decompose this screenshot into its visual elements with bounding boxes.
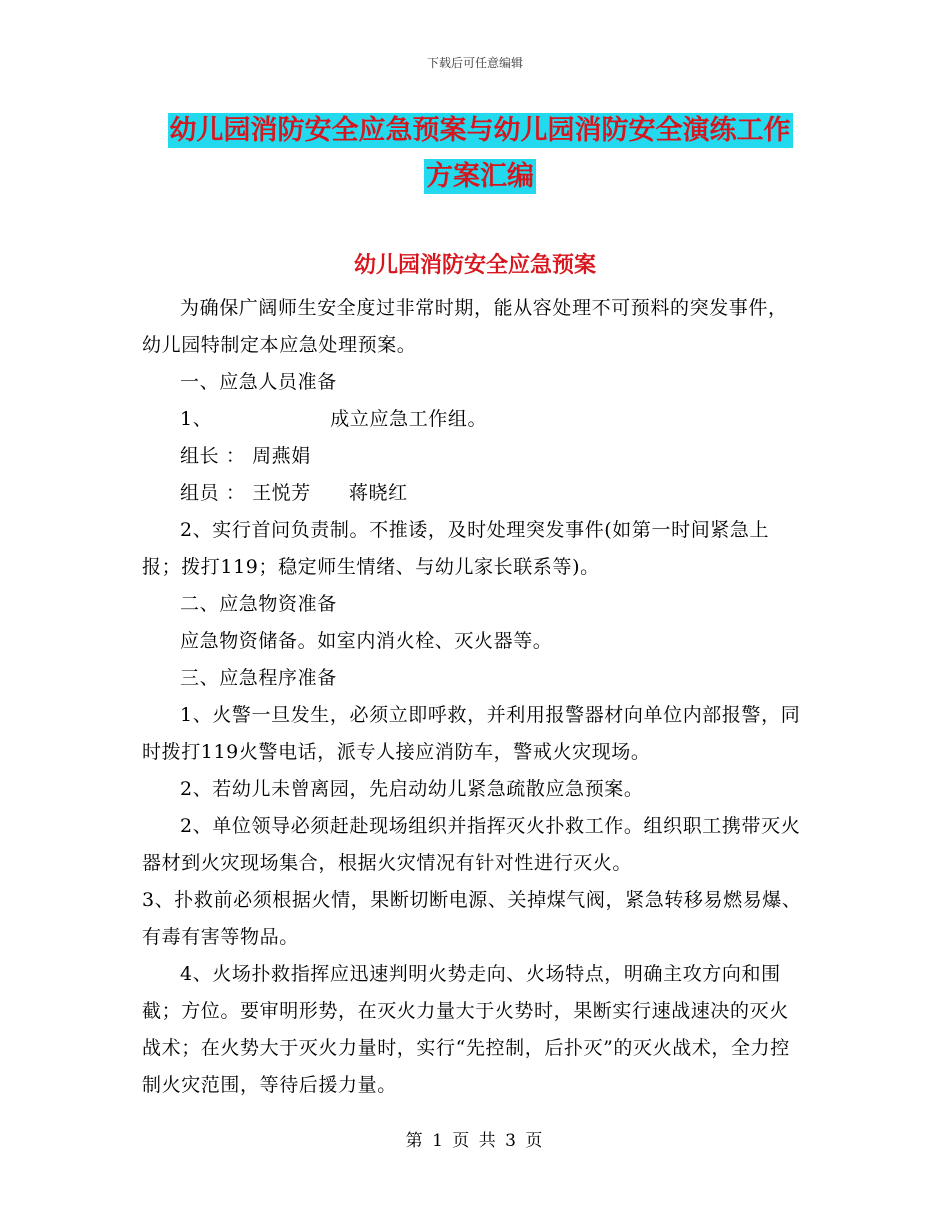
page-header-note: 下载后可任意编辑 [426,56,523,70]
document-title-line1: 幼儿园消防安全应急预案与幼儿园消防安全演练工作 [169,115,791,146]
paragraph [142,401,807,438]
paragraph: 应急物资储备。如室内消火栓、灭火器等。 [180,630,553,652]
page-footer: 第 1 页 共 3 页 [405,1131,545,1151]
paragraph: 为确保广阔师生安全度过非常时期，能从容处理不可预料的突发事件，幼儿园特制定本应急处理预案。 [142,297,788,356]
document-title-line2: 方案汇编 [426,161,534,192]
members-a: 组员 ： 王悦芳 [180,482,311,504]
paragraph: 二、应急物资准备 [180,593,337,615]
document-title [140,108,820,200]
paragraph [142,475,807,512]
paragraph: 4、火场扑救指挥应迅速判明火势走向、火场特点，明确主攻方向和围截；方位。要审明形势，在灭火力量大于火势时，果断实行速战速决的灭火战术；在火势大于灭火力量时，实行“先控制，后扑灭”的灭火战术，全力控制火灾范围，等待后援力量。 [142,963,790,1096]
paragraph: 3、扑救前必须根据火情，果断切断电源、关掉煤气阀，紧急转移易燃易爆、有毒有害等物品。 [142,889,802,948]
list-number: 1、 [180,408,213,430]
paragraph: 三、应急程序准备 [180,667,337,689]
paragraph: 组长 ： 周燕娟 [180,445,311,467]
list-text: 成立应急工作组。 [330,408,488,430]
paragraph: 2、单位领导必须赶赴现场组织并指挥灭火扑救工作。组织职工携带灭火器材到火灾现场集合，根据火灾情况有针对性进行灭火。 [142,815,801,874]
document-body [142,290,807,1104]
members-b: 蒋晓红 [348,482,408,504]
paragraph: 2、实行首问负责制。不推诿，及时处理突发事件(如第一时间紧急上报；拨打119；稳定师生情绪、与幼儿家长联系等)。 [142,519,770,578]
paragraph: 1、火警一旦发生，必须立即呼救，并利用报警器材向单位内部报警，同时拨打119火警电话，派专人接应消防车，警戒火灾现场。 [142,704,801,763]
paragraph: 2、若幼儿未曾离园，先启动幼儿紧急疏散应急预案。 [180,778,644,800]
section-title: 幼儿园消防安全应急预案 [353,253,596,278]
paragraph: 一、应急人员准备 [180,371,337,393]
